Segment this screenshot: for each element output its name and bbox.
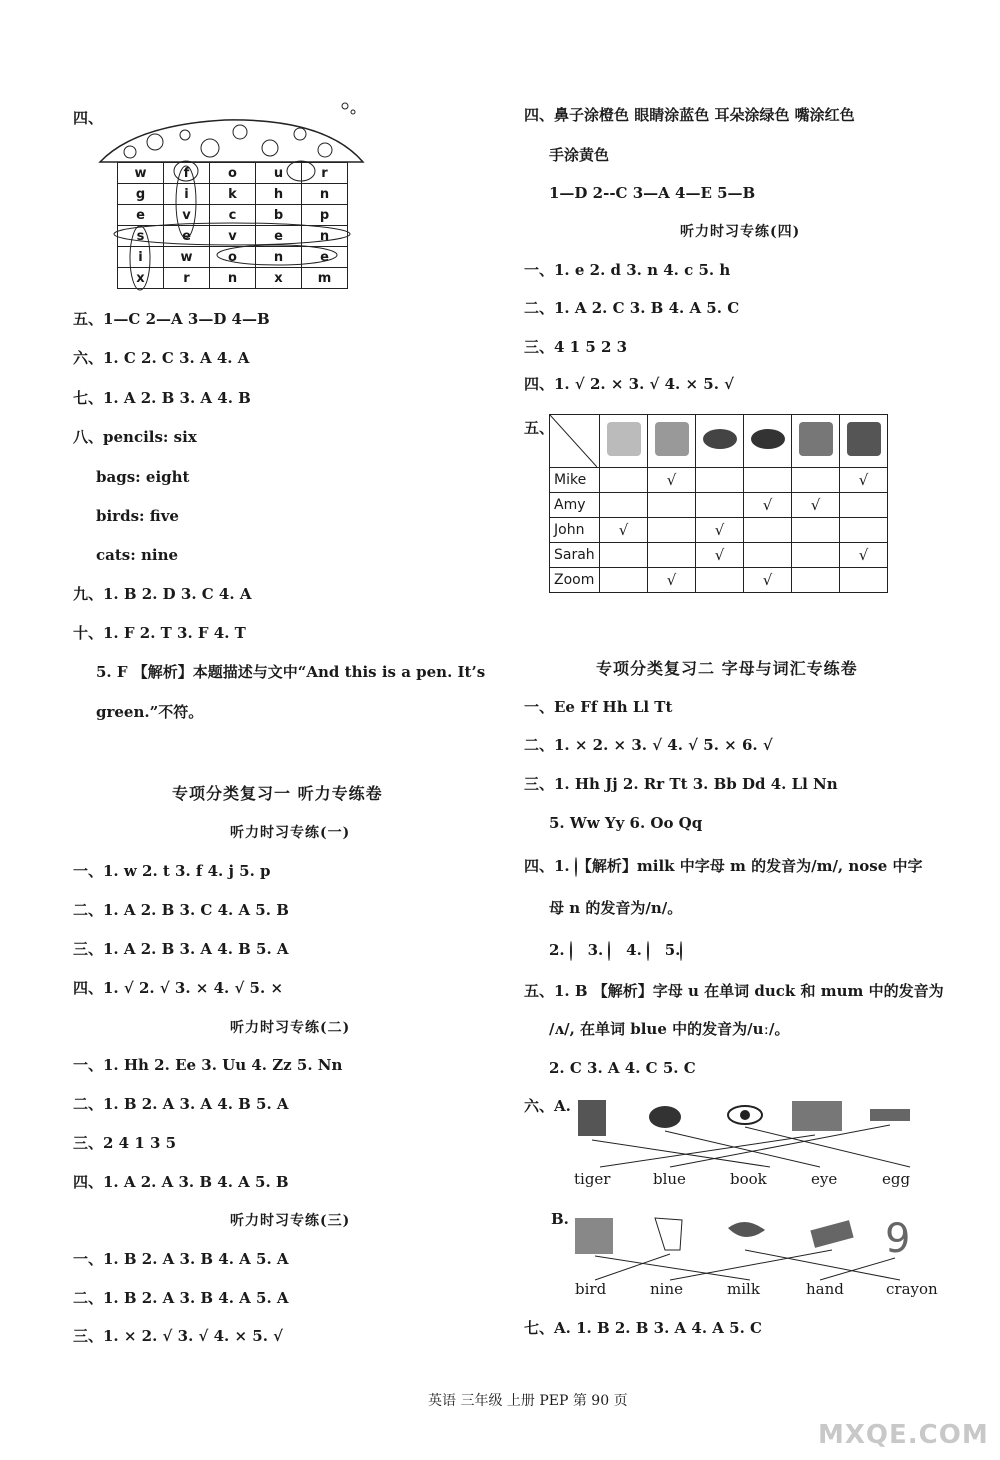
grid-cell: w	[164, 247, 210, 268]
check-cell	[696, 493, 744, 518]
check-cell	[792, 568, 840, 593]
check-cell: √	[600, 518, 648, 543]
grid-cell: e	[164, 226, 210, 247]
word-label: nine	[650, 1280, 683, 1298]
grid-cell: n	[210, 268, 256, 289]
q8-answer: 八、pencils: six	[73, 428, 197, 446]
grid-cell: o	[210, 247, 256, 268]
check-cell: √	[840, 468, 888, 493]
q9-answer: 九、1. B 2. D 3. C 4. A	[73, 585, 252, 603]
sub4-title: 听力时习专练(四)	[680, 224, 801, 240]
answer-line: 二、1. A 2. B 3. C 4. A 5. B	[73, 901, 289, 919]
grid-cell: x	[256, 268, 302, 289]
grid-cell: i	[118, 247, 164, 268]
q6a-label: 六、A.	[524, 1097, 571, 1115]
check-cell: √	[648, 468, 696, 493]
watermark: MXQE.COM	[818, 1420, 989, 1450]
word-label: milk	[727, 1280, 760, 1298]
grid-cell: k	[210, 184, 256, 205]
word-label: egg	[882, 1170, 911, 1188]
q4-label: 四、	[73, 109, 104, 127]
q6-answer: 六、1. C 2. C 3. A 4. A	[73, 349, 250, 367]
sad-face-icon	[680, 941, 682, 961]
check-cell	[696, 468, 744, 493]
check-cell: √	[840, 543, 888, 568]
happy-face-icon	[647, 941, 649, 961]
q8-answer-line: cats: nine	[96, 546, 179, 564]
grid-cell: n	[302, 184, 348, 205]
grid-cell: i	[164, 184, 210, 205]
check-cell: √	[792, 493, 840, 518]
answer-line: 三、2 4 1 3 5	[73, 1134, 177, 1152]
answer-line: 5. Ww Yy 6. Oo Qq	[549, 814, 703, 832]
q10-answer: 十、1. F 2. T 3. F 4. T	[73, 624, 246, 642]
sad-face-icon	[575, 857, 577, 877]
q5b-explanation-cont: /ʌ/, 在单词 blue 中的发音为/uː/。	[549, 1020, 790, 1038]
item-number: 5.	[664, 941, 681, 959]
food-milk-icon	[600, 415, 648, 468]
word-label: eye	[811, 1170, 838, 1188]
food-juice-icon	[840, 415, 888, 468]
q7-answer: 七、1. A 2. B 3. A 4. B	[73, 389, 251, 407]
answer-line: 二、1. B 2. A 3. B 4. A 5. A	[73, 1289, 289, 1307]
grid-cell: p	[302, 205, 348, 226]
match-b-drawing	[570, 1210, 930, 1290]
grid-cell: n	[302, 226, 348, 247]
happy-face-icon	[608, 941, 610, 961]
row-name: Zoom	[550, 568, 600, 593]
sub1-title: 听力时习专练(一)	[230, 825, 351, 841]
q5-label: 五、	[524, 419, 555, 437]
check-cell: √	[696, 518, 744, 543]
q5-answer: 五、1—C 2—A 3—D 4—B	[73, 310, 270, 328]
check-cell: √	[648, 568, 696, 593]
check-cell: √	[744, 493, 792, 518]
grid-cell: e	[302, 247, 348, 268]
grid-cell: h	[256, 184, 302, 205]
page-footer: 英语 三年级 上册 PEP 第 90 页	[428, 1393, 628, 1409]
check-cell	[840, 568, 888, 593]
check-cell	[792, 468, 840, 493]
answer-line: 三、1. × 2. √ 3. √ 4. × 5. √	[73, 1327, 284, 1345]
answer-line: 一、Ee Ff Hh Ll Tt	[524, 698, 673, 716]
check-cell	[744, 543, 792, 568]
grid-cell: b	[256, 205, 302, 226]
answer-line: 一、1. w 2. t 3. f 4. j 5. p	[73, 862, 271, 880]
grid-cell: r	[164, 268, 210, 289]
answer-line: 四、1. A 2. A 3. B 4. A 5. B	[73, 1173, 289, 1191]
section1-title: 专项分类复习一 听力专练卷	[172, 784, 383, 803]
answer-line: 四、1. √ 2. × 3. √ 4. × 5. √	[524, 375, 735, 393]
answer-line: 三、1. A 2. B 3. A 4. B 5. A	[73, 940, 289, 958]
grid-cell: e	[118, 205, 164, 226]
item-number: 3.	[587, 941, 604, 959]
grid-cell: n	[256, 247, 302, 268]
word-label: book	[730, 1170, 767, 1188]
answer-line: 四、1. √ 2. √ 3. × 4. √ 5. ×	[73, 979, 284, 997]
q4b-line	[524, 856, 923, 877]
check-cell: √	[744, 568, 792, 593]
answer-line: 二、1. B 2. A 3. A 4. B 5. A	[73, 1095, 289, 1113]
check-cell	[648, 543, 696, 568]
q10-explanation: 5. F 【解析】本题描述与文中“And this is a pen. It’s	[96, 663, 486, 681]
q4b-faces-line	[549, 940, 682, 961]
answer-line: 二、1. × 2. × 3. √ 4. √ 5. × 6. √	[524, 736, 773, 754]
q4b-prefix: 四、1.	[524, 857, 570, 875]
q8-answer-line: birds: five	[96, 507, 179, 525]
row-name: Sarah	[550, 543, 600, 568]
q8-answer-line: bags: eight	[96, 468, 190, 486]
food-meat-icon	[744, 415, 792, 468]
grid-cell: v	[210, 226, 256, 247]
q6b-label: B.	[551, 1210, 569, 1228]
grid-cell: e	[256, 226, 302, 247]
grid-cell: w	[118, 163, 164, 184]
answer-line: 二、1. A 2. C 3. B 4. A 5. C	[524, 299, 740, 317]
food-bread-icon	[648, 415, 696, 468]
grid-cell: m	[302, 268, 348, 289]
answer-line: 一、1. Hh 2. Ee 3. Uu 4. Zz 5. Nn	[73, 1056, 343, 1074]
grid-cell: c	[210, 205, 256, 226]
answer-line: 三、4 1 5 2 3	[524, 338, 628, 356]
check-cell	[744, 468, 792, 493]
check-cell	[600, 543, 648, 568]
diagonal-header-cell	[550, 415, 600, 468]
grid-cell: u	[256, 163, 302, 184]
item-number: 2.	[549, 941, 565, 959]
check-cell	[744, 518, 792, 543]
word-label: crayon	[886, 1280, 938, 1298]
food-rice-icon	[792, 415, 840, 468]
word-label: tiger	[574, 1170, 611, 1188]
answer-line: 一、1. B 2. A 3. B 4. A 5. A	[73, 1250, 289, 1268]
mushroom-cap-illustration	[95, 100, 370, 165]
grid-cell: v	[164, 205, 210, 226]
check-cell	[648, 518, 696, 543]
q5b-answers: 2. C 3. A 4. C 5. C	[549, 1059, 696, 1077]
item-number: 4.	[626, 941, 642, 959]
q10-explanation-cont: green.”不符。	[96, 703, 204, 721]
color-instructions: 四、鼻子涂橙色 眼睛涂蓝色 耳朵涂绿色 嘴涂红色	[524, 106, 855, 124]
sub2-title: 听力时习专练(二)	[230, 1020, 351, 1036]
word-label: bird	[575, 1280, 607, 1298]
row-name: Mike	[550, 468, 600, 493]
happy-face-icon	[570, 941, 572, 961]
q7b-answer: 七、A. 1. B 2. B 3. A 4. A 5. C	[524, 1319, 762, 1337]
row-name: Amy	[550, 493, 600, 518]
check-cell	[600, 568, 648, 593]
grid-cell: r	[302, 163, 348, 184]
check-cell	[840, 518, 888, 543]
grid-cell: g	[118, 184, 164, 205]
grid-cell: f	[164, 163, 210, 184]
check-cell	[840, 493, 888, 518]
q4b-explanation: 【解析】milk 中字母 m 的发音为/m/, nose 中字	[576, 857, 923, 875]
check-cell	[792, 543, 840, 568]
matching-answer: 1—D 2--C 3—A 4—E 5—B	[549, 184, 756, 202]
grid-cell: s	[118, 226, 164, 247]
row-name: John	[550, 518, 600, 543]
food-check-table	[549, 414, 888, 593]
word-label: blue	[653, 1170, 686, 1188]
check-cell	[600, 493, 648, 518]
check-cell: √	[696, 543, 744, 568]
color-instructions-cont: 手涂黄色	[549, 146, 610, 164]
q4b-explanation-cont: 母 n 的发音为/n/。	[549, 899, 683, 917]
check-cell	[648, 493, 696, 518]
svg-text:9: 9	[885, 1216, 911, 1262]
check-cell	[600, 468, 648, 493]
check-cell	[792, 518, 840, 543]
answer-line: 一、1. e 2. d 3. n 4. c 5. h	[524, 261, 731, 279]
section2-title: 专项分类复习二 字母与词汇专练卷	[596, 659, 858, 678]
sub3-title: 听力时习专练(三)	[230, 1213, 351, 1229]
q5b-explanation: 五、1. B 【解析】字母 u 在单词 duck 和 mum 中的发音为	[524, 982, 944, 1000]
grid-cell: x	[118, 268, 164, 289]
grid-circle-marks	[112, 158, 352, 293]
grid-cell: o	[210, 163, 256, 184]
food-egg-icon	[696, 415, 744, 468]
word-label: hand	[806, 1280, 844, 1298]
check-cell	[696, 568, 744, 593]
answer-line: 三、1. Hh Jj 2. Rr Tt 3. Bb Dd 4. Ll Nn	[524, 775, 838, 793]
